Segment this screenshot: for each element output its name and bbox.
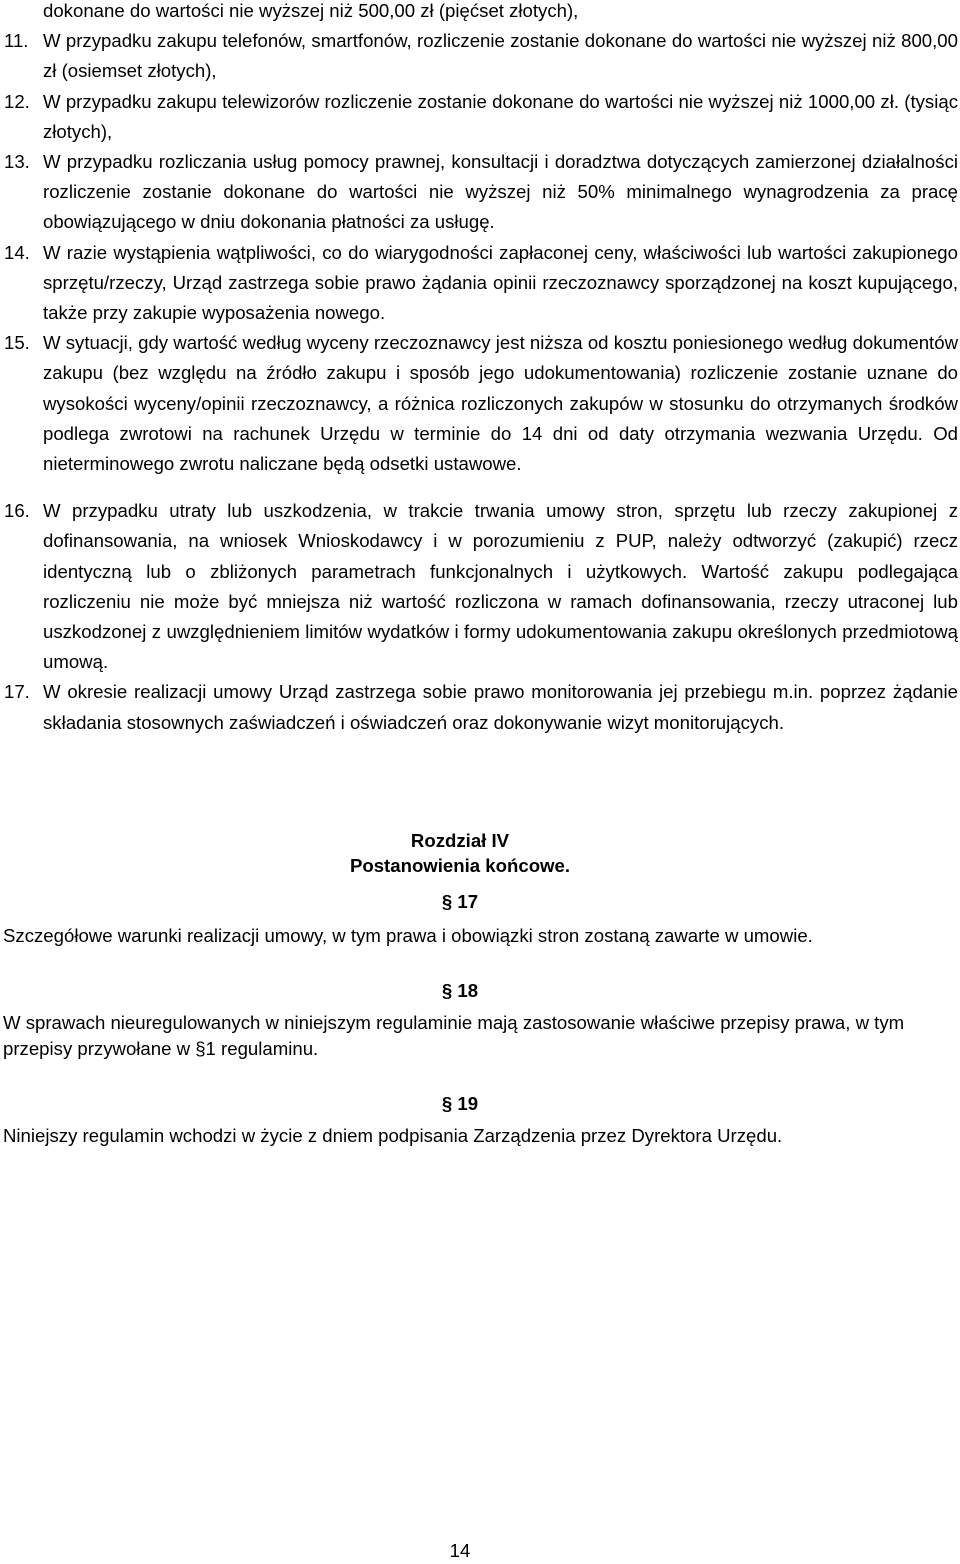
list-item-text: W przypadku zakupu telewizorów rozliczenie zostanie dokonane do wartości nie wyższej niż 1000,00 zł. (tysiąc złotych), (43, 90, 958, 142)
list-item-number: 16. (4, 500, 30, 522)
numbered-list (0, 0, 960, 738)
paragraph-text: Niniejszy regulamin wchodzi w życie z dniem podpisania Zarządzenia przez Dyrektora Urzędu. (3, 1125, 783, 1146)
list-item (0, 496, 960, 677)
list-item-number: 11. (4, 30, 29, 52)
list-item-text: W razie wystąpienia wątpliwości, co do wiarygodności zapłaconej ceny, właściwości lub wartości zakupionego sprzętu/rzeczy, Urząd zastrzega sobie prawo żądania opinii rzeczoznawcy sporządzonej na koszt kupującego, także przy zakupie wyposażenia nowego. (43, 241, 958, 324)
list-item-number: 17. (4, 681, 30, 703)
paragraph-mark: § 18 (441, 980, 479, 1001)
page-number: 14 (449, 1540, 471, 1561)
list-item (0, 328, 960, 479)
list-item (0, 238, 960, 329)
list-item (0, 677, 960, 737)
list-item-text: W przypadku utraty lub uszkodzenia, w trakcie trwania umowy stron, sprzętu lub rzeczy zakupionej z dofinansowania, na wniosek Wnioskodawcy i w porozumieniu z PUP, należy odtworzyć (zakupić) rzecz identyczną lub o zbliżonych parametrach funkcjonalnych i użytkowych. Wartość zakupu podlegająca rozliczeniu nie może być mniejsza niż wartość rozliczona w ramach dofinansowania, rzeczy utraconej lub uszkodzonej z uwzględnieniem limitów wydatków i formy udokumentowania zakupu określonych przedmiotową umową. (43, 500, 958, 673)
paragraph-mark: § 19 (441, 1093, 479, 1114)
paragraph-text: Szczegółowe warunki realizacji umowy, w tym prawa i obowiązki stron zostaną zawarte w umowie. (3, 925, 813, 946)
list-item (0, 87, 960, 147)
list-item-number: 13. (4, 151, 30, 173)
list-item-text: W przypadku rozliczania usług pomocy prawnej, konsultacji i doradztwa dotyczących zamierzonej działalności rozliczenie zostanie dokonane do wartości nie wyższej niż 50% minimalnego wynagrodzenia za pracę obowiązującego w dniu dokonania płatności za usługę. (43, 151, 958, 233)
list-item-number: 14. (4, 241, 30, 263)
list-item (0, 0, 960, 26)
list-item (0, 26, 960, 86)
list-item-text: W okresie realizacji umowy Urząd zastrzega sobie prawo monitorowania jej przebiegu m.in. poprzez żądanie składania stosownych zaświadczeń i oświadczeń oraz dokonywanie wizyt monitorujących. (43, 681, 958, 733)
paragraph-mark: § 17 (441, 891, 479, 912)
list-item-number: 12. (4, 90, 30, 112)
list-item-text: W przypadku zakupu telefonów, smartfonów, rozliczenie zostanie dokonane do wartości nie wyższej niż 800,00 zł (osiemset złotych), (43, 30, 958, 82)
list-item-text: W sytuacji, gdy wartość według wyceny rzeczoznawcy jest niższa od kosztu poniesionego według dokumentów zakupu (bez względu na źródło zakupu i sposób jego udokumentowania) rozliczenie zostanie uznane do wysokości wyceny/opinii rzeczoznawcy, a różnica rozliczonych zakupów w stosunku do otrzymanych środków podlega zwrotowi na rachunek Urzędu w terminie do 14 dni od daty otrzymania wezwania Urzędu. Od nieterminowego zwrotu naliczane będą odsetki ustawowe. (43, 332, 958, 475)
paragraph-text: W sprawach nieuregulowanych w niniejszym regulaminie mają zastosowanie właściwe przepisy prawa, w tym przepisy przywołane w §1 regulaminu. (3, 1012, 905, 1059)
list-item (0, 147, 960, 238)
list-item-text: dokonane do wartości nie wyższej niż 500,00 zł (pięćset złotych), (43, 0, 579, 21)
chapter-title: Rozdział IV (410, 830, 510, 851)
chapter-subtitle: Postanowienia końcowe. (349, 855, 571, 876)
list-item-number: 15. (4, 332, 30, 354)
